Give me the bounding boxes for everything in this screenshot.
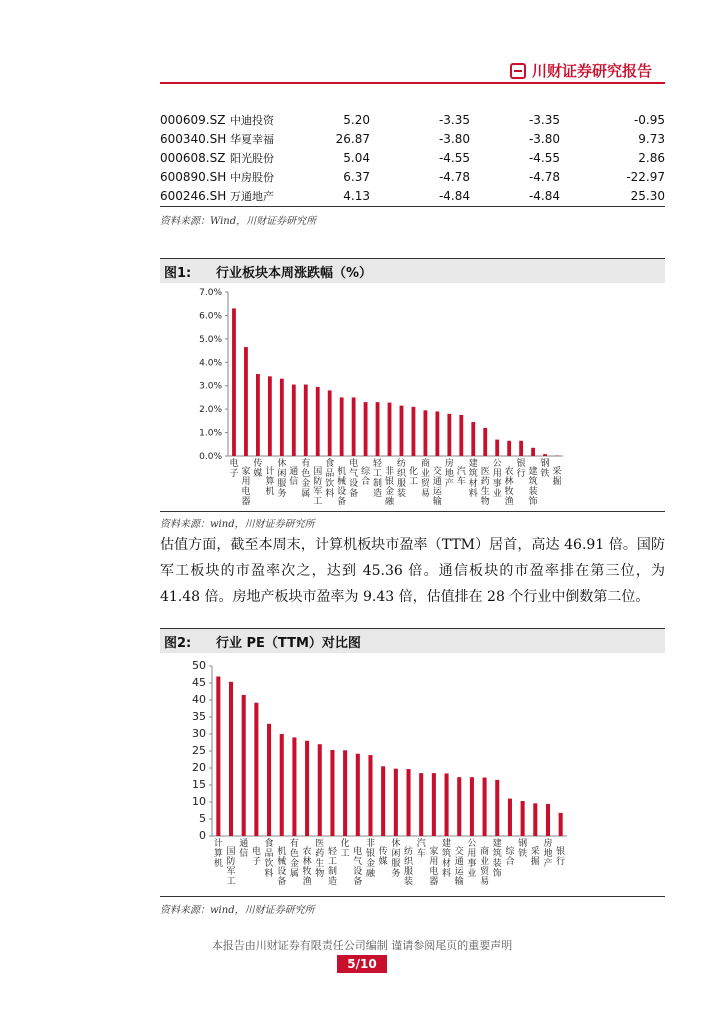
chart-bar [412, 407, 416, 456]
table-row [160, 129, 665, 148]
y-tick-label: 5.0% [199, 334, 222, 345]
table-cell: 600340.SH [160, 131, 227, 146]
y-tick-label: 15 [192, 778, 206, 791]
fig2-label: 图2: [164, 635, 192, 651]
stock-table [160, 110, 665, 205]
chart-bar [559, 813, 563, 836]
footer-disclaimer: 本报告由川财证券有限责任公司编制 谨请参阅尾页的重要声明 [211, 939, 513, 952]
chart-bar [495, 440, 499, 456]
y-tick-label: 35 [192, 710, 206, 723]
y-tick-label: 40 [192, 693, 206, 706]
chart-bar [328, 390, 332, 456]
table-row [160, 110, 665, 129]
table-cell: 26.87 [335, 131, 370, 146]
chart-bar [406, 769, 410, 836]
x-tick-label: 钢铁 [540, 459, 550, 479]
y-tick-label: 25 [192, 744, 206, 757]
x-tick-label: 家用电器 [241, 467, 251, 507]
x-tick-label: 国防军工 [313, 467, 323, 507]
chart-bar [364, 402, 368, 456]
y-tick-label: 7.0% [199, 288, 222, 298]
chart-bar [470, 777, 474, 836]
fig2-chart [160, 654, 665, 894]
chart-bar [330, 750, 334, 836]
chart-bar [543, 454, 547, 456]
x-tick-label: 化工 [408, 467, 418, 487]
fig1-title-bar [160, 258, 665, 283]
fig1-source: 资料来源：wind，川财证券研究所 [160, 519, 315, 530]
chart-bar [483, 428, 487, 456]
chart-bar [519, 441, 523, 456]
x-tick-label: 建筑材料 [468, 459, 478, 499]
chart-bar [447, 414, 451, 456]
x-tick-label: 电气设备 [353, 847, 363, 887]
x-tick-label: 传媒 [253, 459, 263, 479]
y-tick-label: 0.0% [199, 452, 222, 462]
table-cell: 万通地产 [230, 189, 274, 203]
y-tick-label: 2.0% [199, 405, 222, 416]
chart-bar [376, 402, 380, 456]
x-tick-label: 交通运输 [432, 467, 442, 507]
chart-bar [267, 724, 271, 836]
table-cell: -0.95 [633, 112, 665, 127]
x-tick-label: 机械设备 [277, 847, 287, 887]
y-tick-label: 45 [192, 676, 206, 689]
x-tick-label: 休闲服务 [277, 459, 287, 499]
x-tick-label: 汽车 [456, 467, 466, 487]
chart-bar [244, 347, 248, 456]
chart-bar [381, 766, 385, 836]
chart-bar [432, 773, 436, 836]
table-cell: 5.20 [343, 112, 370, 127]
chart-bar [423, 410, 427, 456]
brand-mark-icon [510, 63, 526, 79]
table-cell: -4.78 [528, 169, 560, 184]
y-tick-label: 3.0% [199, 381, 222, 392]
table-cell: -22.97 [626, 169, 665, 184]
table-cell: 中房股份 [230, 170, 274, 184]
x-tick-label: 汽车 [416, 839, 426, 859]
x-tick-label: 电子 [251, 847, 261, 867]
table-cell: -4.84 [528, 188, 560, 203]
page-number: 5/10 [337, 955, 387, 973]
x-tick-label: 综合 [361, 467, 371, 487]
x-tick-label: 采掘 [552, 467, 562, 487]
chart-bar [292, 385, 296, 456]
x-tick-label: 有色金属 [289, 839, 299, 879]
table-cell: 2.86 [638, 150, 665, 165]
x-tick-label: 休闲服务 [391, 839, 401, 879]
table-cell: 600246.SH [160, 188, 227, 203]
x-tick-label: 银行 [556, 847, 566, 867]
x-tick-label: 农林牧渔 [302, 847, 312, 887]
x-tick-label: 传媒 [378, 847, 388, 867]
fig1-chart [160, 284, 665, 510]
x-tick-label: 公用事业 [492, 459, 502, 499]
x-tick-label: 食品饮料 [325, 459, 335, 499]
x-tick-label: 建筑材料 [442, 839, 452, 879]
x-tick-label: 电子 [229, 459, 239, 479]
chart-bar [232, 308, 236, 456]
chart-bar [316, 387, 320, 456]
chart-bar [459, 415, 463, 456]
y-tick-label: 20 [192, 761, 206, 774]
brand-logo [510, 60, 652, 81]
table-cell: 阳光股份 [230, 151, 274, 165]
x-tick-label: 钢铁 [518, 839, 528, 859]
table-cell: -3.80 [438, 131, 470, 146]
table-cell: 4.13 [343, 188, 370, 203]
x-tick-label: 食品饮料 [264, 839, 274, 879]
x-tick-label: 计算机 [265, 467, 275, 497]
chart-bar [508, 799, 512, 836]
y-tick-label: 50 [192, 659, 206, 672]
chart-bar [521, 801, 525, 836]
chart-bar [268, 376, 272, 456]
chart-bar [254, 703, 258, 836]
x-tick-label: 电气设备 [349, 459, 359, 499]
chart-bar [445, 773, 449, 836]
y-tick-label: 30 [192, 727, 206, 740]
y-tick-label: 1.0% [199, 428, 222, 439]
x-tick-label: 采掘 [530, 847, 540, 867]
chart-bar [280, 734, 284, 836]
table-cell: 5.04 [343, 150, 370, 165]
chart-bar [318, 744, 322, 836]
chart-bar [340, 397, 344, 456]
table-cell: 000608.SZ [160, 150, 226, 165]
chart-bar [533, 803, 537, 836]
chart-bar [343, 750, 347, 836]
chart-bar [471, 422, 475, 456]
x-tick-label: 通信 [289, 467, 299, 487]
x-tick-label: 农林牧渔 [504, 467, 514, 507]
table-cell: -3.35 [438, 112, 470, 127]
x-tick-label: 非银金融 [365, 839, 375, 879]
chart-bar [388, 403, 392, 456]
x-tick-label: 化工 [340, 839, 350, 859]
table-cell: 华夏幸福 [230, 132, 274, 146]
table-row [160, 186, 665, 205]
table-bottom-rule [160, 206, 665, 207]
brand-name: 川财证券研究报告 [532, 62, 653, 80]
x-tick-label: 纺织服装 [404, 847, 414, 887]
fig1-title: 行业板块本周涨跌幅（%） [216, 265, 373, 281]
valuation-paragraph: 估值方面，截至本周末，计算机板块市盈率（TTM）居首，高达 46.91 倍。国防军工板块的市盈率次之，达到 45.36 倍。通信板块的市盈率排在第三位，为 41.48 倍。房地产板块市盈率为 9.43 倍，估值排在 28 个行业中倒数第二位。 [160, 537, 665, 605]
table-cell: -4.84 [438, 188, 470, 203]
x-tick-label: 建筑装饰 [528, 467, 538, 507]
chart-bar [242, 695, 246, 836]
table-cell: -3.35 [528, 112, 560, 127]
x-tick-label: 医药生物 [480, 467, 490, 507]
table-cell: 6.37 [343, 169, 370, 184]
x-tick-label: 轻工制造 [373, 459, 383, 499]
chart-bar [229, 682, 233, 836]
table-cell: 中迪投资 [230, 113, 274, 127]
fig2-title-bar [160, 628, 665, 653]
x-tick-label: 银行 [516, 459, 526, 479]
x-tick-label: 家用电器 [429, 847, 439, 887]
table-cell: -4.55 [528, 150, 560, 165]
chart-bar [546, 804, 550, 836]
table-cell: 9.73 [638, 131, 665, 146]
chart-bar [356, 754, 360, 836]
y-tick-label: 10 [192, 795, 206, 808]
fig1-label: 图1: [164, 265, 192, 281]
x-tick-label: 通信 [239, 839, 249, 859]
y-tick-label: 5 [199, 812, 206, 825]
chart-bar [216, 677, 220, 836]
chart-bar [457, 777, 461, 836]
chart-bar [292, 737, 296, 836]
chart-bar [352, 397, 356, 456]
x-tick-label: 纺织服装 [396, 459, 406, 499]
chart-bar [305, 741, 309, 836]
chart-bar [400, 406, 404, 456]
x-tick-label: 公用事业 [467, 839, 477, 879]
x-tick-label: 国防军工 [226, 847, 236, 887]
x-tick-label: 综合 [505, 847, 515, 867]
x-tick-label: 有色金属 [301, 459, 311, 499]
table-cell: -4.78 [438, 169, 470, 184]
fig2-source: 资料来源：wind，川财证券研究所 [160, 905, 315, 916]
x-tick-label: 计算机 [213, 839, 223, 869]
x-tick-label: 商业贸易 [480, 847, 490, 887]
x-tick-label: 房地产 [543, 839, 553, 869]
chart-bar [531, 448, 535, 456]
x-tick-label: 医药生物 [315, 839, 325, 879]
table-row [160, 148, 665, 167]
chart-bar [555, 456, 559, 457]
table-cell: -4.55 [438, 150, 470, 165]
x-tick-label: 商业贸易 [420, 459, 430, 499]
x-tick-label: 交通运输 [454, 847, 464, 887]
y-tick-label: 4.0% [199, 358, 222, 369]
y-tick-label: 6.0% [199, 311, 222, 322]
chart-bar [419, 773, 423, 836]
y-tick-label: 0 [199, 829, 206, 842]
table-cell: 000609.SZ [160, 112, 226, 127]
x-tick-label: 非银金融 [385, 467, 395, 507]
fig2-bottom-rule [160, 896, 665, 897]
chart-bar [394, 769, 398, 836]
chart-bar [483, 778, 487, 836]
chart-bar [435, 411, 439, 456]
chart-bar [507, 441, 511, 456]
x-tick-label: 房地产 [444, 459, 454, 489]
x-tick-label: 轻工制造 [327, 847, 337, 887]
table-source: 资料来源：Wind，川财证券研究所 [160, 216, 317, 227]
chart-bar [368, 755, 372, 836]
chart-bar [304, 385, 308, 456]
fig2-title: 行业 PE（TTM）对比图 [216, 635, 361, 651]
table-row [160, 167, 665, 186]
table-cell: -3.80 [528, 131, 560, 146]
header-rule [160, 82, 665, 84]
x-tick-label: 建筑装饰 [492, 839, 502, 879]
chart-bar [495, 780, 499, 836]
table-cell: 600890.SH [160, 169, 227, 184]
fig1-bottom-rule [160, 511, 665, 512]
chart-bar [280, 379, 284, 456]
x-tick-label: 机械设备 [337, 467, 347, 507]
table-cell: 25.30 [630, 188, 665, 203]
chart-bar [256, 374, 260, 456]
